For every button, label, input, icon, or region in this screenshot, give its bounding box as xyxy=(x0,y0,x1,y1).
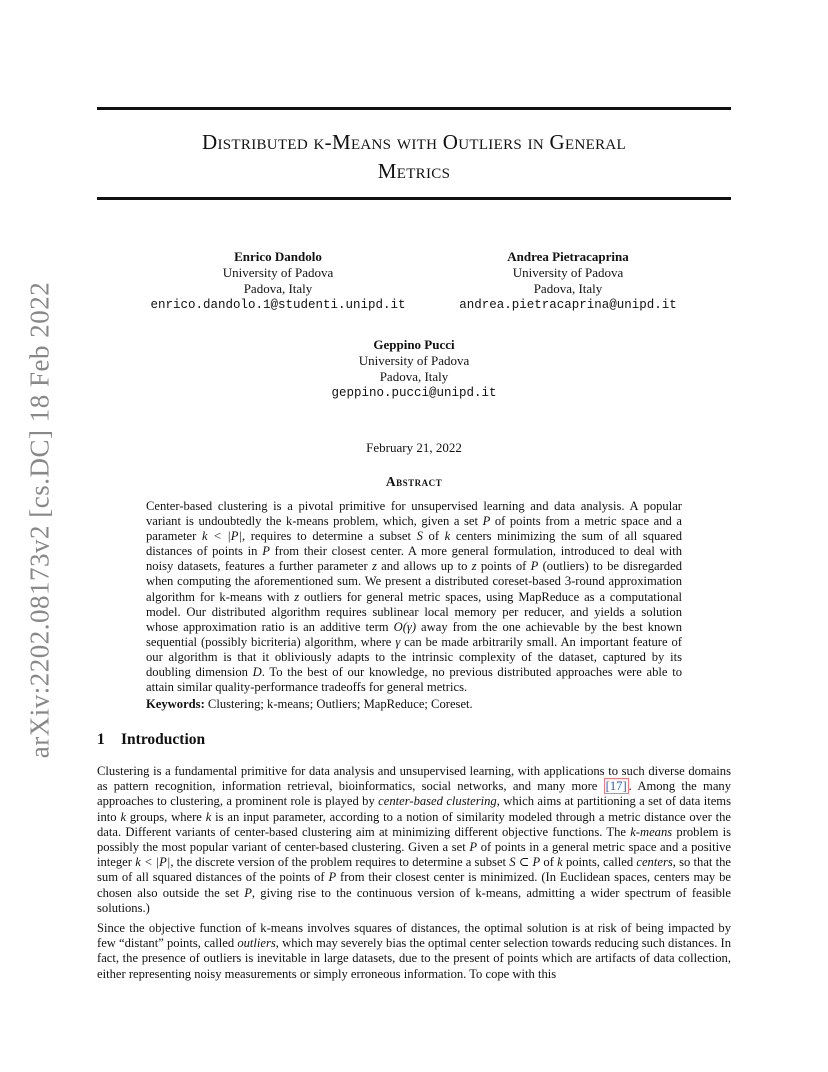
body-text: , giving rise to the continuous version of k-means, admitting a wider spectrum of feasible solutions.) xyxy=(97,885,731,915)
author-name: Enrico Dandolo xyxy=(234,249,322,264)
author-affiliation: University of Padova xyxy=(222,265,334,280)
title-text: M xyxy=(331,130,351,154)
math-symbol: P xyxy=(328,870,337,885)
author-email[interactable]: andrea.pietracaprina@unipd.it xyxy=(459,298,677,312)
body-text: is an input parameter, according to a notion of similarity modeled through a metric distance over the data. Different variants of center-based clustering aim at minimizing different objective functions. The xyxy=(97,809,731,839)
math-symbol: k < |P| xyxy=(135,855,171,870)
body-text: of xyxy=(540,855,558,870)
body-text: Clustering is a fundamental primitive for data analysis and unsupervised learning, with applications to such diverse domains as pattern recognition, information retrieval, bioinformatics, social networks, and many more xyxy=(97,764,731,794)
abstract-text: of xyxy=(422,529,445,544)
emphasis-text: center-based clustering xyxy=(378,794,497,809)
abstract-heading: Abstract xyxy=(385,474,443,489)
body-text: . Among the many approaches to clustering, a prominent role is played by xyxy=(97,779,732,809)
keywords-label: Keywords: xyxy=(146,697,205,712)
paper-title xyxy=(97,128,731,186)
math-symbol: k xyxy=(120,809,127,824)
abstract xyxy=(146,499,682,712)
abstract-text: from their closest center. A more general formulation, introduced to deal with noisy datasets, features a further parameter xyxy=(146,544,682,574)
body-text: , so that the sum of all squared distances of the points of xyxy=(97,855,731,885)
arxiv-identifier: arXiv:2202.08173v2 [cs.DC] 18 Feb 2022 xyxy=(24,281,55,759)
citation-link[interactable]: [17] xyxy=(605,779,627,794)
title-text: utliers in xyxy=(458,130,550,154)
body-paragraph xyxy=(97,921,731,982)
author-location: Padova, Italy xyxy=(243,281,313,296)
abstract-text: , requires to determine a subset xyxy=(241,529,417,544)
emphasis-text: centers xyxy=(636,855,673,870)
math-symbol: k < |P| xyxy=(201,529,242,544)
keywords xyxy=(146,697,682,712)
body-text: , the discrete version of the problem requires to determine a subset xyxy=(170,855,510,870)
math-symbol: P xyxy=(262,544,270,559)
math-symbol: z xyxy=(294,589,300,604)
author-email[interactable]: enrico.dandolo.1@studenti.unipd.it xyxy=(150,298,406,312)
body-text: of points in a general metric space and a positive integer xyxy=(97,840,731,870)
section-title: Introduction xyxy=(121,731,206,748)
title-text: eneral xyxy=(565,130,626,154)
math-symbol: D xyxy=(252,665,262,680)
abstract-text: and allows up to xyxy=(376,559,472,574)
math-symbol: P xyxy=(530,559,539,574)
math-symbol: z xyxy=(371,559,377,574)
author-name: Andrea Pietracaprina xyxy=(507,249,629,264)
math-symbol: P xyxy=(482,514,491,529)
abstract-text: . To the best of our knowledge, no previous distributed approaches were able to attain similar quality-performance tradeoffs for general metrics. xyxy=(146,665,682,695)
body-text: groups, where xyxy=(126,809,206,824)
title-text: D xyxy=(202,130,218,154)
section-number: 1 xyxy=(97,731,105,748)
author-affiliation: University of Padova xyxy=(512,265,624,280)
body-text: problem is possibly the most popular variant of center-based clustering. Given a set xyxy=(97,824,731,855)
abstract-text: outliers for general metric spaces, using MapReduce as a computational model. Our distributed algorithm requires sublinear local memory per reducer, and yields a solution whose approximation ratio is an additive term xyxy=(146,589,682,634)
title-text: istributed k- xyxy=(217,130,332,154)
abstract-text: can be made arbitrarily small. An important feature of our algorithm is that it obliviously adapts to the intrinsic complexity of the dataset, captured by its doubling dimension xyxy=(146,634,682,680)
math-symbol: O(γ) xyxy=(393,619,417,634)
abstract-text: of points from a metric space and a parameter xyxy=(146,514,682,544)
title-text: etrics xyxy=(396,159,451,183)
math-symbol: P xyxy=(469,840,478,855)
math-symbol: S xyxy=(416,529,423,544)
author-location: Padova, Italy xyxy=(533,281,603,296)
title-text: G xyxy=(549,130,566,154)
introduction-body xyxy=(97,764,731,987)
math-symbol: z xyxy=(471,559,477,574)
author-name: Geppino Pucci xyxy=(373,337,455,352)
title-text: eans with xyxy=(350,130,443,154)
abstract-text: points of xyxy=(476,559,531,574)
math-symbol: P xyxy=(244,885,252,900)
body-text: from their closest center is minimized. (In Euclidean spaces, centers may be chosen also outside the set xyxy=(97,870,731,900)
author-block xyxy=(428,249,708,313)
title-bottom-rule xyxy=(97,197,731,200)
abstract-paragraph xyxy=(146,499,682,695)
abstract-text: (outliers) to be disregarded when computing the aforementioned sum. We present a distributed coreset-based 3-round approximation algorithm for k-means with xyxy=(146,559,682,604)
math-symbol: k xyxy=(205,809,212,824)
emphasis-text: k-means xyxy=(630,824,673,839)
abstract-text: Center-based clustering is a pivotal primitive for unsupervised learning and data analysis. A popular variant is undoubtedly the k-means problem, which, given a set xyxy=(146,499,682,529)
body-text: , which may severely bias the optimal center selection towards reducing such distances. In fact, the presence of outliers is inevitable in large datasets, due to the present of points which are artifacts of data collection, either representing noisy measurements or simply erroneous information. To cope with this xyxy=(97,936,731,981)
body-paragraph xyxy=(97,764,731,916)
title-top-rule xyxy=(97,107,731,110)
body-text: Since the objective function of k-means involves squares of distances, the optimal solution is at risk of being impacted by few “distant” points, called xyxy=(97,921,731,951)
math-symbol: k xyxy=(444,529,451,544)
author-block xyxy=(138,249,418,313)
body-text: points, called xyxy=(562,855,637,870)
author-location: Padova, Italy xyxy=(379,369,449,384)
math-symbol: S ⊂ P xyxy=(509,855,541,870)
author-block xyxy=(274,337,554,401)
emphasis-text: outliers xyxy=(237,936,276,951)
math-symbol: k xyxy=(557,855,563,870)
title-text: O xyxy=(442,130,459,154)
keywords-list: Clustering; k-means; Outliers; MapReduce; Coreset. xyxy=(204,697,473,712)
section-heading xyxy=(97,731,205,749)
author-affiliation: University of Padova xyxy=(358,353,470,368)
body-text: , which aims at partitioning a set of data items into xyxy=(97,794,731,824)
author-email[interactable]: geppino.pucci@unipd.it xyxy=(331,386,497,400)
title-text: M xyxy=(377,159,397,183)
abstract-text: away from the one achievable by the best known sequential (possibly bicriteria) algorithm, where xyxy=(146,619,682,649)
math-symbol: γ xyxy=(395,634,401,649)
paper-date: February 21, 2022 xyxy=(366,440,462,455)
abstract-text: centers minimizing the sum of all squared distances of points in xyxy=(146,529,682,559)
